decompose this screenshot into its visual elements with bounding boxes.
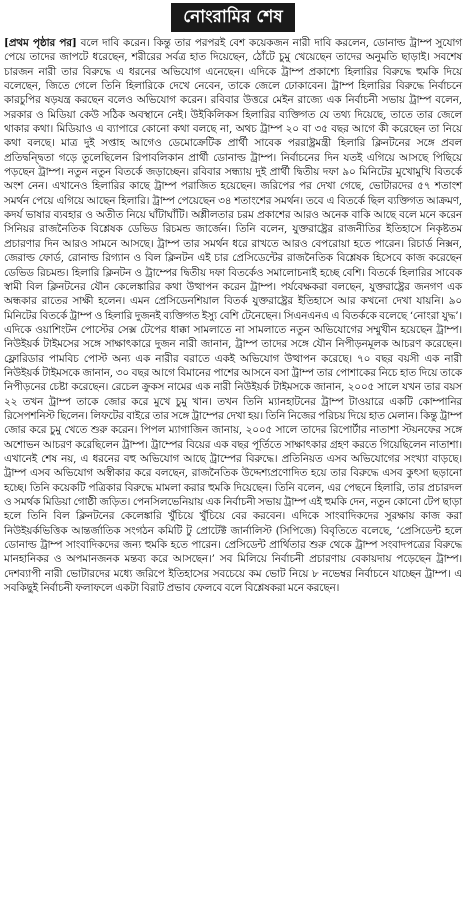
headline: নোংরামির শেষ: [171, 3, 294, 32]
continuation-label: [প্রথম পৃষ্ঠার পর]: [4, 37, 77, 49]
headline-container: [4, 3, 462, 32]
article-body: [4, 36, 462, 595]
article-text: বলে দাবি করেন। কিন্তু তার পরপরই বেশ কয়েকজন নারী দাবি করলেন, ডোনাল্ড ট্রাম্প সুযোগ পেয়ে তাদের জাপটে ধরেছেন, শরীরের সর্বত্র হাত দিয়েছেন, ঠোঁটে চুমু খেয়েছেন তাদের অনুমতি ছাড়াই। সবশেষ চারজন নারী তার বিরুদ্ধে এ ধরনের অভিযোগ এনেছেন। এদিকে ট্রাম্প প্রকাশ্যে হিলারির বিরুদ্ধে হুমকি দিয়ে বলেছেন, জিতে গেলে তিনি হিলারিকে দেখে নেবেন, তাকে জেলে ঢোকাবেন। ট্রাম্প হিলারির বিরুদ্ধে নির্বাচনে কারচুপির ষড়যন্ত্র করছেন বলেও অভিযোগ করেন। রবিবার উত্তরে মেইন রাজ্যে এক নির্বাচনী সভায় ট্রাম্প বলেন, সরকার ও মিডিয়া কেউ সঠিক অবস্থানে নেই। উইকিলিকস হিলারির ব্যক্তিগত যে তথ্য দিয়েছে, তাতে তার জেলে থাকার কথা। মিডিয়াও এ ব্যাপারে কোনো কথা বলছে না, অথচ ট্রাম্প ২০ বা ৩৫ বছর আগে কী করেছেন তা নিয়ে কথা বলছে। মাত্র দুই সপ্তাহ আগেও ডেমোক্রেটিক প্রার্থী সাবেক পররাষ্ট্রমন্ত্রী হিলারি ক্লিনটনের সঙ্গে প্রবল প্রতিদ্বন্দ্বিতা গড়ে তুলেছিলেন রিপাবলিকান প্রার্থী ডোনাল্ড ট্রাম্প। নির্বাচনের দিন যতই এগিয়ে আসছে পিছিয়ে পড়ছেন ট্রাম্প। নতুন নতুন বিতর্কে জড়াচ্ছেন। রবিবার সন্ধ্যায় দুই প্রার্থী দ্বিতীয় দফা ৯০ মিনিটের মুখোমুখি বিতর্কে অংশ নেন। এখানেও হিলারির কাছে ট্রাম্প পরাজিত হয়েছেন। জরিপের পর দেখা গেছে, ভোটারদের ৫৭ শতাংশ সমর্থন পেয়ে এগিয়ে আছেন হিলারি। ট্রাম্প পেয়েছেন ৩৪ শতাংশের সমর্থন। তবে এ বিতর্কে ছিল ব্যক্তিগত আক্রমণ, কদর্য ভাষার ব্যবহার ও অতীত নিয়ে ঘাঁটাঘাঁটি। অশ্লীলতার চরম প্রকাশের আরও অনেক বাকি আছে বলে মনে করেন সিনিয়র রাজনৈতিক বিশ্লেষক ডেভিড রিচমন্ড জার্জেন। তিনি বলেন, যুক্তরাষ্ট্রের রাজনীতির ইতিহাসে নিকৃষ্টতম প্রচারণার দিন আরও সামনে আসছে। ট্রাম্প তার সমর্থন ধরে রাখতে আরও বেপরোয়া হতে পারেন। রিচার্ড নিক্সন, জেরাল্ড ফোর্ড, রোনাল্ড রিগ্যান ও বিল ক্লিনটন এই চার প্রেসিডেন্টের রাজনৈতিক বিশ্লেষক হিসেবে কাজ করেছেন ডেভিড রিচমন্ড। হিলারি ক্লিনটন ও ট্রাম্পের দ্বিতীয় দফা বিতর্কেও সমালোচনাই হচ্ছে বেশি। বিতর্কে হিলারির সাবেক স্বামী বিল ক্লিনটনের যৌন কেলেঙ্কারির কথা উত্থাপন করেন ট্রাম্প। পর্যবেক্ষকরা বলছেন, যুক্তরাষ্ট্রের জনগণ এক অন্ধকার রাতের সাক্ষী হলেন। এমন প্রেসিডেনশিয়াল বিতর্ক যুক্তরাষ্ট্রের ইতিহাসে আর কখনো দেখা যায়নি। ৯০ মিনিটের বিতর্কে ট্রাম্প ও হিলারি দুজনই ব্যক্তিগত ইস্যু বেশি টেনেছেন। সিএনএনএ এ বিতর্ককে বলেছে ‘নোংরা যুদ্ধ’। এদিকে ওয়াশিংটন পোস্টের সেক্স টেপের ধাক্কা সামলাতে না সামলাতে নতুন অভিযোগের সম্মুখীন হয়েছেন ট্রাম্প। নিউইয়র্ক টাইমসের সঙ্গে সাক্ষাৎকারে দুজন নারী জানান, ট্রাম্প তাদের সঙ্গে যৌন নিপীড়নমূলক আচরণ করেছেন। ফ্লোরিডার পামবিচ পোস্ট অন্য এক নারীর বরাতে একই অভিযোগ উত্থাপন করেছে। ৭০ বছর বয়সী এক নারী নিউইয়র্ক টাইমসকে জানান, ৩০ বছর আগে বিমানের পাশের আসনে বসা ট্রাম্প তার পোশাকের নিচে হাত দিয়ে তাকে নিপীড়নের চেষ্টা করেছেন। রেচেল ক্রুকস নামের এক নারী নিউইয়র্ক টাইমসকে জানান, ২০০৫ সালে যখন তার বয়স ২২ তখন ট্রাম্প তাকে জোর করে মুখে চুমু খান। তখন তিনি ম্যানহাটনের ট্রাম্প টাওয়ারে একটি কোম্পানির রিসেপশনিস্ট ছিলেন। লিফটের বাইরে তার সঙ্গে ট্রাম্পের দেখা হয়। তিনি নিজের পরিচয় দিয়ে হাত মেলান। কিন্তু ট্রাম্প জোর করে চুমু খেতে শুরু করেন। পিপল ম্যাগাজিন জানায়, ২০০৫ সালে তাদের রিপোর্টার নাতাশা স্টয়নফের সঙ্গে অশোভন আচরণ করেছিলেন ট্রাম্প। ট্রাম্পের বিয়ের এক বছর পূর্তিতে সাক্ষাৎকার গ্রহণ করতে গিয়েছিলেন নাতাশা। এখানেই শেষ নয়, এ ধরনের বহু অভিযোগ আছে ট্রাম্পের বিরুদ্ধে। প্রতিনিয়ত এসব অভিযোগের সংখ্যা বাড়ছে। ট্রাম্প এসব অভিযোগ অস্বীকার করে বলছেন, রাজনৈতিক উদ্দেশ্যপ্রণোদিত হয়ে তার বিরুদ্ধে এসব কুৎসা ছড়ানো হচ্ছে। তিনি কয়েকটি পত্রিকার বিরুদ্ধে মামলা করার হুমকি দিয়েছেন। তিনি বলেন, এর পেছনে হিলারি, তার প্রচারদল ও সমর্থক মিডিয়া গোষ্ঠী জড়িত। পেনসিলভেনিয়ায় এক নির্বাচনী সভায় ট্রাম্প এই হুমকি দেন, নতুন কোনো টেপ ছাড়া হলে তিনি বিল ক্লিনটনের কেলেঙ্কারি খুঁচিয়ে খুঁচিয়ে বের করবেন। এদিকে সাংবাদিকদের সুরক্ষায় কাজ করা নিউইয়র্কভিত্তিক আন্তর্জাতিক সংগঠন কমিটি টু প্রোটেক্ট জার্নালিস্ট (সিপিজে) বিবৃতিতে বলেছে, ‘প্রেসিডেন্ট হলে ডোনাল্ড ট্রাম্প সাংবাদিকদের জন্য হুমকি হতে পারেন। প্রেসিডেন্ট প্রার্থিতার শুরু থেকে ট্রাম্প সংবাদপত্রের বিরুদ্ধে মানহানিকর ও অপমানজনক মন্তব্য করে আসছেন।’ সব মিলিয়ে নির্বাচনী প্রচারণায় বেকায়দায় পড়েছেন ট্রাম্প। দেশব্যাপী নারী ভোটারদের মধ্যে জরিপে ইতিহাসের সবচেয়ে কম ভোট নিয়ে ৮ নভেম্বর নির্বাচনে যাচ্ছেন ট্রাম্প। এ সবকিছুই নির্বাচনী ফলাফলে একটা বিরাট প্রভাব ফেলবে বলে বিশ্লেষকরা মনে করছেন।: [4, 37, 462, 595]
